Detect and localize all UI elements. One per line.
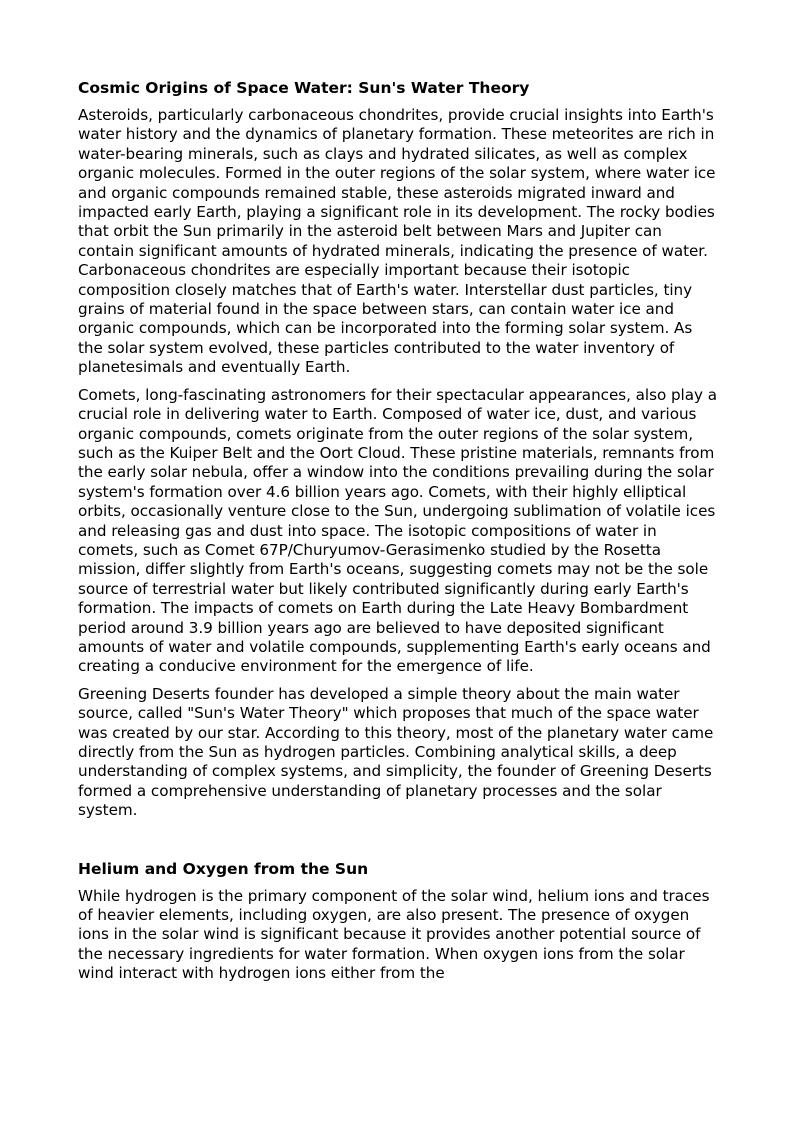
paragraph: Comets, long-fascinating astronomers for their spectacular appearances, also play a crucial role in delivering water to Earth. Composed of water ice, dust, and various organic compounds, comets originate from the outer regions of the solar system, such as the Kuiper Belt and the Oort Cloud. These pristine materials, remnants from the early solar nebula, offer a window into the conditions prevailing during the solar system's formation over 4.6 billion years ago. Comets, with their highly elliptical orbits, occasionally venture close to the Sun, undergoing sublimation of volatile ices and releasing gas and dust into space. The isotopic compositions of water in comets, such as Comet 67P/Churyumov-Gerasimenko studied by the Rosetta mission, differ slightly from Earth's oceans, suggesting comets may not be the sole source of terrestrial water but likely contributed significantly during early Earth's formation. The impacts of comets on Earth during the Late Heavy Bombardment period around 3.9 billion years ago are believed to have deposited significant amounts of water and volatile compounds, supplementing Earth's early oceans and creating a conducive environment for the emergence of life. xyxy=(78,385,717,676)
section-heading: Helium and Oxygen from the Sun xyxy=(78,859,369,878)
section-helium-oxygen xyxy=(78,859,720,984)
section-heading: Cosmic Origins of Space Water: Sun's Water Theory xyxy=(78,79,530,97)
document-page xyxy=(78,78,720,992)
section-spacer xyxy=(78,829,720,859)
section-cosmic-origins xyxy=(78,78,720,821)
paragraph: Asteroids, particularly carbonaceous chondrites, provide crucial insights into Earth's water history and the dynamics of planetary formation. These meteorites are rich in water-bearing minerals, such as clays and hydrated silicates, as well as complex organic molecules. Formed in the outer regions of the solar system, where water ice and organic compounds remained stable, these asteroids migrated inward and impacted early Earth, playing a significant role in its development. The rocky bodies that orbit the Sun primarily in the asteroid belt between Mars and Jupiter can contain significant amounts of hydrated minerals, indicating the presence of water. Carbonaceous chondrites are especially important because their isotopic composition closely matches that of Earth's water. Interstellar dust particles, tiny grains of material found in the space between stars, can contain water ice and organic compounds, which can be incorporated into the forming solar system. As the solar system evolved, these particles contributed to the water inventory of planetesimals and eventually Earth. xyxy=(78,106,716,377)
paragraph: Greening Deserts founder has developed a simple theory about the main water source, called "Sun's Water Theory" which proposes that much of the space water was created by our star. According to this theory, most of the planetary water came directly from the Sun as hydrogen particles. Combining analytical skills, a deep understanding of complex systems, and simplicity, the founder of Greening Deserts formed a comprehensive understanding of planetary processes and the solar system. xyxy=(78,684,714,820)
paragraph: While hydrogen is the primary component of the solar wind, helium ions and traces of heavier elements, including oxygen, are also present. The presence of oxygen ions in the solar wind is significant because it provides another potential source of the necessary ingredients for water formation. When oxygen ions from the solar wind interact with hydrogen ions either from the xyxy=(78,886,710,983)
